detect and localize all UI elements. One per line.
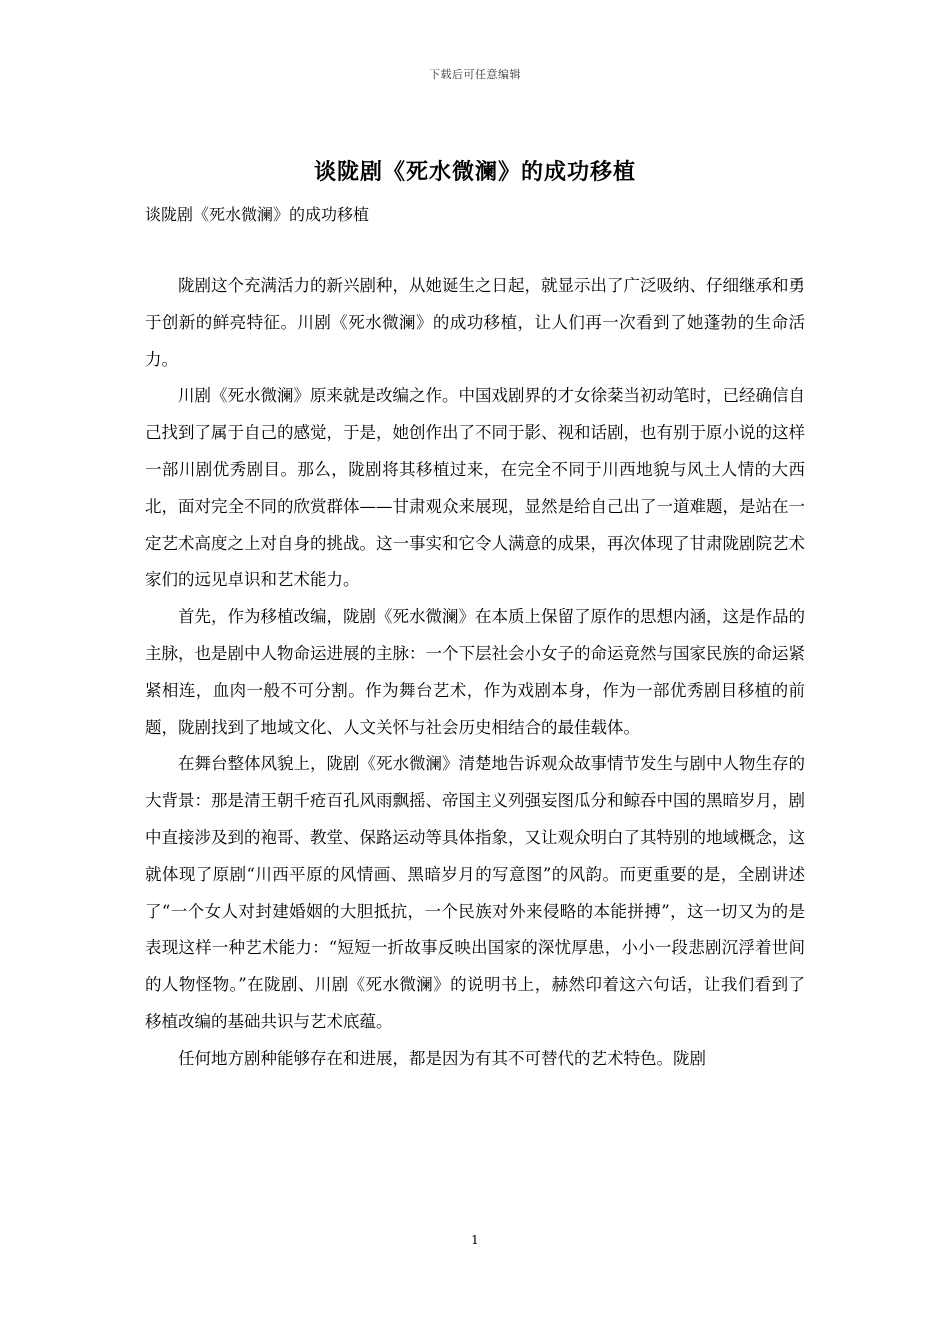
paragraph-5: 任何地方剧种能够存在和进展，都是因为有其不可替代的艺术特色。陇剧	[178, 1048, 706, 1068]
paragraph-3: 首先，作为移植改编，陇剧《死水微澜》在本质上保留了原作的思想内涵，这是作品的主脉，也是剧中人物命运进展的主脉：一个下层社会小女子的命运竟然与国家民族的命运紧紧相连，血肉一般不可分割。作为舞台艺术，作为戏剧本身，作为一部优秀剧目移植的前题，陇剧找到了地域文化、人文关怀与社会历史相结合的最佳载体。	[145, 607, 805, 737]
document-body	[145, 268, 805, 1078]
paragraph-4: 在舞台整体风貌上，陇剧《死水微澜》清楚地告诉观众故事情节发生与剧中人物生存的大背景：那是清王朝千疮百孔风雨飘摇、帝国主义列强妄图瓜分和鲸吞中国的黑暗岁月，剧中直接涉及到的袍哥、教堂、保路运动等具体指象，又让观众明白了其特别的地域概念，这就体现了原剧“川西平原的风情画、黑暗岁月的写意图”的风韵。而更重要的是，全剧讲述了“一个女人对封建婚姻的大胆抵抗，一个民族对外来侵略的本能拼搏”，这一切又为的是表现这样一种艺术能力：“短短一折故事反映出国家的深忧厚患，小小一段悲剧沉浮着世间的人物怪物。”在陇剧、川剧《死水微澜》的说明书上，赫然印着这六句话，让我们看到了移植改编的基础共识与艺术底蕴。	[145, 754, 805, 1031]
document-subtitle: 谈陇剧《死水微澜》的成功移植	[145, 205, 370, 224]
paragraph-1: 陇剧这个充满活力的新兴剧种，从她诞生之日起，就显示出了广泛吸纳、仔细继承和勇于创新的鲜亮特征。川剧《死水微澜》的成功移植，让人们再一次看到了她蓬勃的生命活力。	[145, 276, 805, 369]
header-note: 下载后可任意编辑	[429, 68, 521, 81]
paragraph-2: 川剧《死水微澜》原来就是改编之作。中国戏剧界的才女徐棻当初动笔时，已经确信自己找到了属于自己的感觉，于是，她创作出了不同于影、视和话剧，也有别于原小说的这样一部川剧优秀剧目。那么，陇剧将其移植过来，在完全不同于川西地貌与风土人情的大西北，面对完全不同的欣赏群体——甘肃观众来展现，显然是给自己出了一道难题，是站在一定艺术高度之上对自身的挑战。这一事实和它令人满意的成果，再次体现了甘肃陇剧院艺术家们的远见卓识和艺术能力。	[145, 386, 805, 590]
document-title: 谈陇剧《死水微澜》的成功移植	[313, 159, 636, 185]
page-number: 1	[471, 1233, 479, 1247]
